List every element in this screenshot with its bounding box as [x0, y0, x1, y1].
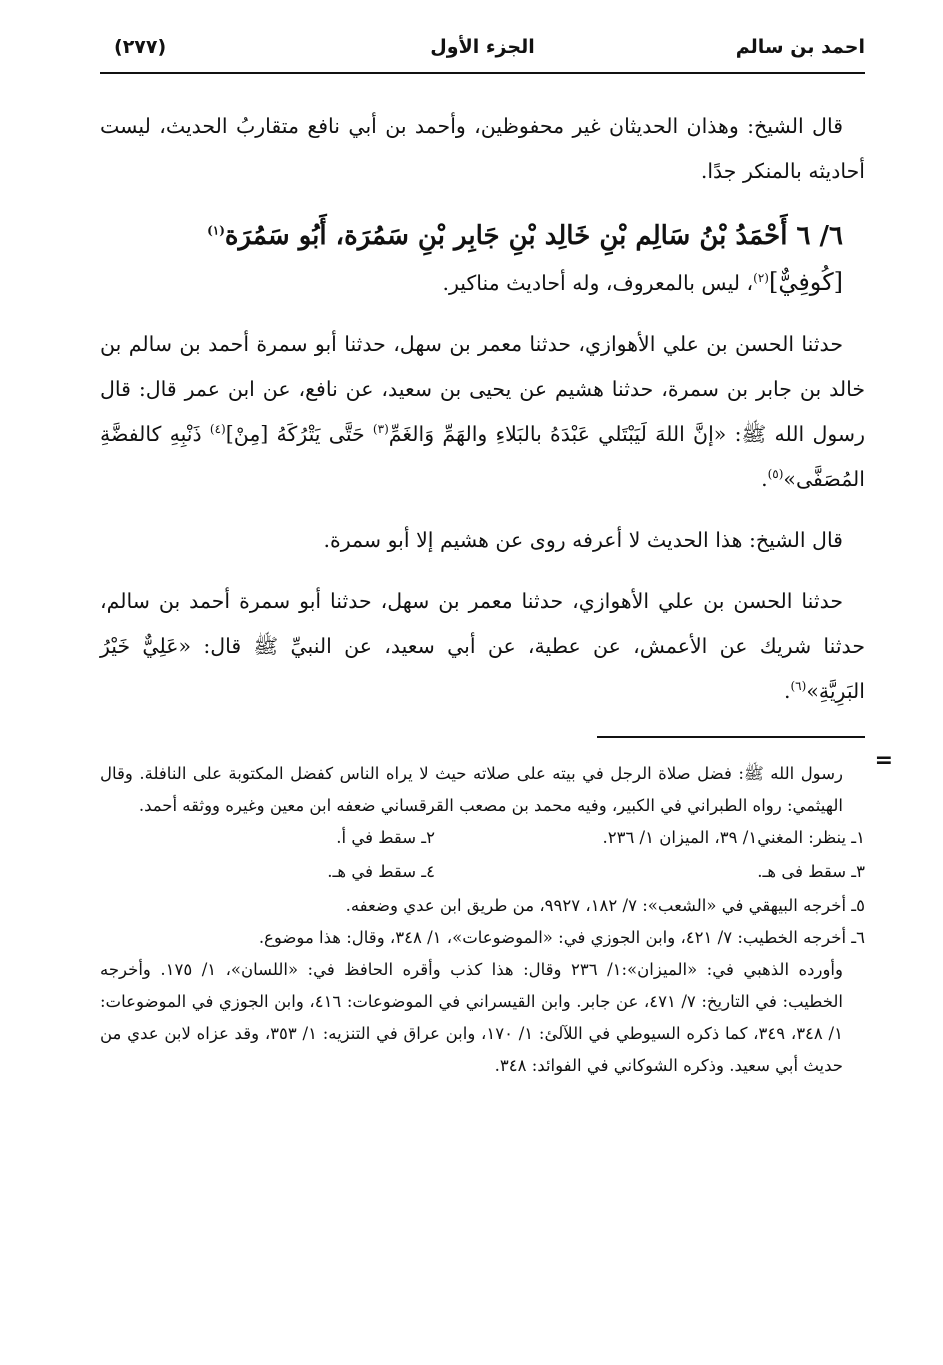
entry-title-text: ٦/ ٦ أَحْمَدُ بْنُ سَالِم بْنِ خَالِد بْنِ جَابِر بْنِ سَمُرَة، أَبُو سَمُرَة: [224, 221, 843, 251]
paragraph-sheikh-comment-2: قال الشيخ: هذا الحديث لا أعرفه روى عن هشيم إلا أبو سمرة.: [323, 528, 843, 552]
footnote-ref-6: (٦): [790, 679, 807, 694]
footnote-rule: [597, 736, 865, 738]
header-part: الجزء الأول: [430, 36, 535, 58]
footnote-ref-1: (١): [207, 223, 225, 238]
footnote-ref-2: (٢): [753, 271, 769, 286]
hadith-1-text-a: حدثنا الحسن بن علي الأهوازي، حدثنا معمر بن سهل، حدثنا أبو سمرة أحمد بن سالم بن خالد بن جابر بن سمرة، حدثنا هشيم عن يحيى بن سعيد، عن نافع، عن ابن عمر قال: قال رسول الله ﷺ: «إنَّ اللهَ لَيَبْتَلي عَبْدَهُ بالبَلاءِ والهَمِّ وَالغَمِّ: [100, 332, 866, 446]
entry-origin: [كُوفِيٌّ]: [768, 268, 843, 296]
footnote-3: ٣ـ سقط فى هـ.: [757, 862, 865, 881]
hadith-2-end: .: [783, 679, 791, 703]
main-text: [100, 104, 865, 714]
footnote-6: ٦ـ أخرجه الخطيب: ٧/ ٤٢١، وابن الجوزي في: «الموضوعات»، ١/ ٣٤٨، وقال: هذا موضوع.: [258, 928, 865, 947]
paragraph-entry-summary: [100, 260, 865, 306]
footnotes: [100, 758, 865, 1082]
footnote-row-3-4: [100, 856, 865, 890]
footnote-row-1-2: [100, 822, 865, 856]
footnote-ref-5: (٥): [767, 467, 784, 482]
hadith-1-text-c: ذَنْبِهِ كالفضَّةِ المُصَفَّى»: [100, 422, 865, 491]
entry-summary-text: ، ليس بالمعروف، وله أحاديث مناكير.: [442, 271, 754, 295]
footnote-2: ٢ـ سقط في أ.: [336, 828, 435, 847]
running-header: [100, 28, 865, 74]
footnote-ref-4: (٤): [209, 422, 226, 437]
continuation-mark: =: [874, 748, 893, 773]
paragraph-hadith-1: [100, 322, 865, 502]
header-author: احمد بن سالم: [735, 36, 865, 58]
paragraph-sheikh-comment: قال الشيخ: وهذان الحديثان غير محفوظين، وأحمد بن أبي نافع متقاربُ الحديث، ليست أحاديثه بالمنكر جدًا.: [100, 114, 865, 183]
footnote-5: ٥ـ أخرجه البيهقي في «الشعب»: ٧/ ١٨٢، ٩٩٢٧، من طريق ابن عدي وضعفه.: [345, 896, 865, 915]
paragraph-hadith-2: [100, 579, 865, 714]
footnote-6-continued: وأورده الذهبي في: «الميزان»:١/ ٢٣٦ وقال: هذا كذب وأقره الحافظ في: «اللسان»، ١/ ١٧٥. وأخرجه الخطيب: في التاريخ: ٧/ ٤٧١، عن جابر. وابن القيسراني في الموضوعات: ٤١٦، وابن الجوزي في الموضوعات: ١/ ٣٤٨، ٣٤٩، كما ذكره السيوطي في اللآلئ: ١/ ١٧٠، وابن عراق في التنزيه: ١/ ٣٥٣، وقد عزاه لابن عدي من حديث أبي سعيد. وذكره الشوكاني في الفوائد: ٣٤٨.: [100, 960, 843, 1075]
footnote-separator: [100, 736, 865, 738]
footnote-1: ١ـ ينظر: المغني١/ ٣٩، الميزان ١/ ٢٣٦.: [602, 828, 865, 847]
page-number: (٢٧٧): [114, 36, 167, 58]
footnote-ref-3: (٣): [372, 422, 389, 437]
hadith-1-text-b: حَتَّى يَتْرُكَهُ [مِنْ]: [225, 422, 373, 446]
entry-title: [100, 212, 865, 260]
hadith-1-end: .: [761, 467, 768, 491]
hadith-2-text: حدثنا الحسن بن علي الأهوازي، حدثنا معمر بن سهل، حدثنا أبو سمرة أحمد بن سالم، حدثنا شريك عن الأعمش، عن عطية، عن أبي سعيد، عن النبيِّ ﷺ قال: «عَلِيٌّ خَيْرُ البَرِيَّةِ»: [100, 589, 865, 703]
footnote-carryover: رسول الله ﷺ: فضل صلاة الرجل في بيته على صلاته حيث لا يراه الناس كفضل المكتوبة على النافلة. وقال الهيثمي: رواه الطبراني في الكبير، وفيه محمد بن مصعب القرقساني ضعفه ابن معين وغيره ووثقه أحمد.: [100, 764, 843, 815]
footnote-4: ٤ـ سقط في هـ.: [327, 862, 435, 881]
